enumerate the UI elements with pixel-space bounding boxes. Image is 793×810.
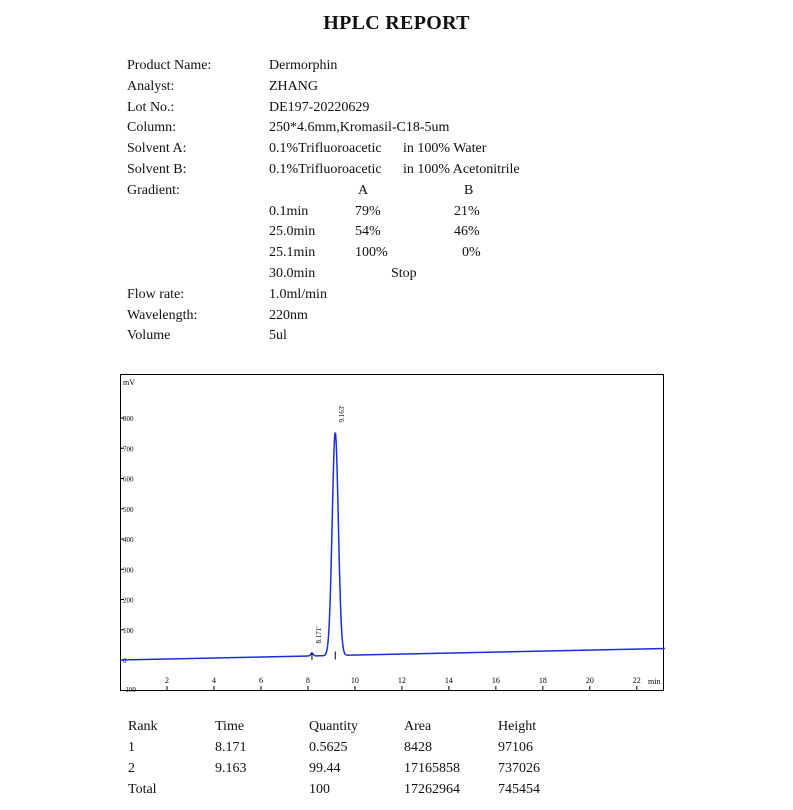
peak-table-header (128, 716, 588, 737)
header-cell: Quantity (309, 719, 358, 734)
gradient-time: 0.1min (269, 203, 309, 219)
table-row (128, 758, 588, 779)
table-cell: 97106 (498, 740, 533, 755)
x-tick-label: 4 (211, 676, 216, 685)
x-axis-title: min (648, 677, 661, 686)
table-cell: 2 (128, 761, 135, 776)
x-tick-label: 14 (444, 676, 453, 685)
table-cell: 17262964 (404, 782, 460, 797)
analyst-value: ZHANG (269, 78, 318, 94)
y-tick-label: 600 (123, 475, 134, 484)
gradient-col-b: B (464, 182, 474, 198)
chromatogram-chart (120, 374, 665, 692)
header-cell: Height (498, 719, 537, 734)
product-label: Product Name: (127, 58, 212, 73)
volume-label: Volume (127, 328, 171, 344)
x-tick-label: 18 (538, 676, 547, 685)
solvent-b-reagent: 0.1%Trifluoroacetic (269, 161, 382, 177)
column-label: Column: (127, 120, 177, 136)
column-value: 250*4.6mm,Kromasil-C18-5um (269, 120, 450, 136)
x-tick-label: 20 (585, 676, 594, 685)
table-cell: 737026 (498, 761, 540, 776)
y-tick-label: 200 (123, 596, 134, 605)
plot-frame (121, 375, 664, 691)
total-row (128, 779, 588, 800)
lot-label: Lot No.: (127, 99, 175, 115)
table-cell: 17165858 (404, 761, 460, 776)
table-cell: Total (128, 782, 157, 797)
y-tick-label: 0 (123, 657, 127, 665)
peak-label: 8.171' (314, 626, 323, 644)
table-cell: 8428 (404, 740, 432, 755)
table-cell: 8.171 (215, 740, 247, 755)
table-cell: 9.163 (215, 761, 247, 776)
header-cell: Rank (128, 719, 158, 734)
x-tick-label: 8 (305, 676, 310, 685)
peak-table (128, 716, 588, 800)
y-tick-label: 400 (123, 536, 134, 544)
solvent-a-label: Solvent A: (127, 141, 187, 157)
volume-value: 5ul (269, 328, 287, 344)
y-tick-label: 500 (123, 505, 134, 514)
product-value: Dermorphin (269, 58, 338, 73)
gradient-time: 25.0min (269, 224, 316, 240)
analyst-label: Analyst: (127, 78, 175, 94)
x-tick-label: 6 (258, 676, 263, 685)
solvent-b-medium: in 100% Acetonitrile (403, 161, 520, 177)
y-tick-label: 100 (123, 626, 134, 635)
lot-value: DE197-20220629 (269, 99, 370, 115)
y-tick-label: 800 (123, 415, 134, 423)
gradient-a: 100% (355, 245, 388, 261)
table-row (128, 737, 588, 758)
table-cell: 100 (309, 782, 330, 797)
y-min-label: -100 (123, 686, 136, 692)
table-cell: 1 (128, 740, 135, 755)
gradient-b: 46% (454, 224, 480, 240)
gradient-stop: Stop (391, 265, 417, 281)
solvent-a-medium: in 100% Water (403, 141, 487, 157)
gradient-time: 25.1min (269, 245, 316, 261)
gradient-col-a: A (358, 182, 369, 198)
gradient-b: 0% (462, 245, 481, 261)
table-cell: 745454 (498, 782, 540, 797)
flow-value: 1.0ml/min (269, 286, 327, 302)
table-cell: 0.5625 (309, 740, 348, 755)
gradient-a: 79% (355, 203, 381, 219)
header-cell: Time (215, 719, 245, 734)
y-tick-label: 300 (123, 566, 134, 575)
solvent-b-label: Solvent B: (127, 161, 187, 177)
y-axis-ticks (120, 415, 134, 665)
report-title: HPLC REPORT (323, 12, 470, 34)
gradient-time: 30.0min (269, 265, 316, 281)
x-tick-label: 12 (397, 676, 406, 685)
y-tick-label: 700 (123, 445, 134, 454)
gradient-b: 21% (454, 203, 480, 219)
solvent-a-reagent: 0.1%Trifluoroacetic (269, 141, 382, 157)
x-tick-label: 16 (491, 676, 500, 685)
header-cell: Area (404, 719, 432, 734)
wavelength-value: 220nm (269, 307, 308, 323)
x-tick-label: 22 (632, 676, 641, 685)
wavelength-label: Wavelength: (127, 307, 198, 323)
x-tick-label: 10 (350, 676, 359, 685)
gradient-label: Gradient: (127, 182, 180, 198)
table-cell: 99.44 (309, 761, 341, 776)
y-axis-title: mV (123, 378, 135, 387)
x-tick-label: 2 (164, 676, 169, 685)
gradient-a: 54% (355, 224, 381, 240)
flow-label: Flow rate: (127, 286, 185, 302)
peak-label: 9.163' (338, 405, 347, 423)
